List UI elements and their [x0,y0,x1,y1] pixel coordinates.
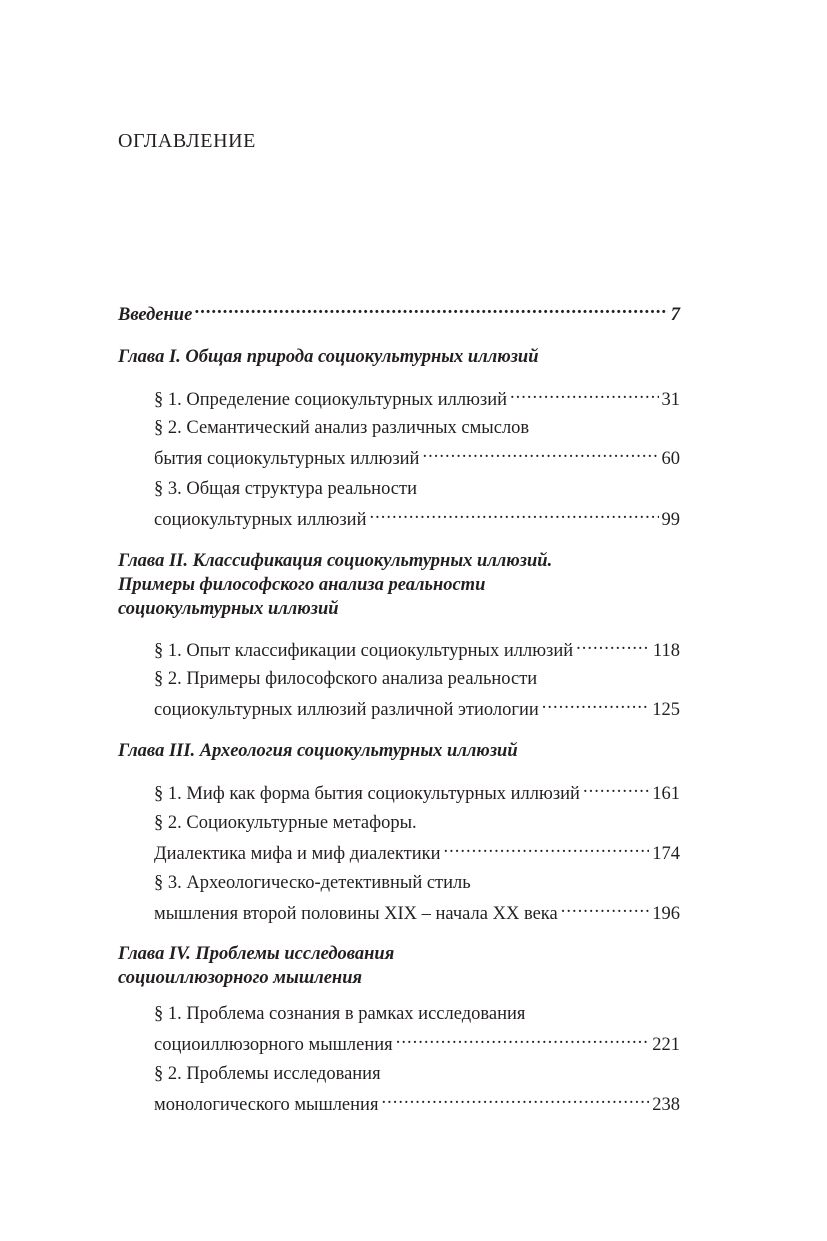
toc-section[interactable] [154,1026,680,1055]
dot-leader [542,691,649,715]
section-title: социоиллюзорного мышления [154,1035,393,1055]
section-title: социокультурных иллюзий [154,510,367,530]
page-number: 60 [661,449,680,469]
chapter-title[interactable]: Глава II. Классификация социокультурных иллюзий. [118,551,553,571]
page-number: 174 [652,844,680,864]
page-number: 118 [652,641,680,661]
page-number: 196 [652,904,680,924]
dot-leader [195,296,667,320]
chapter-title[interactable]: социоиллюзорного мышления [118,968,363,988]
section-title: монологического мышления [154,1095,379,1115]
toc-section[interactable] [154,440,680,469]
section-title-line[interactable]: § 2. Примеры философского анализа реальности [154,669,538,689]
section-title: социокультурных иллюзий различной этиологии [154,700,539,720]
dot-leader [381,1086,649,1110]
page-number: 31 [661,390,680,410]
chapter-title[interactable]: Примеры философского анализа реальности [118,575,486,595]
section-title: § 1. Опыт классификации социокультурных иллюзий [154,641,574,661]
section-title: Диалектика мифа и миф диалектики [154,844,441,864]
page-number: 238 [652,1095,680,1115]
toc-section[interactable] [154,501,680,530]
section-title: бытия социокультурных иллюзий [154,449,420,469]
dot-leader [576,632,650,656]
toc-section[interactable] [154,1086,680,1115]
toc-section[interactable] [154,632,680,661]
page-number: 7 [670,305,680,325]
section-title: мышления второй половины XIX – начала XX века [154,904,558,924]
dot-leader [444,835,650,859]
section-title-line[interactable]: § 2. Проблемы исследования [154,1064,381,1084]
page-title: ОГЛАВЛЕНИЕ [118,130,256,152]
entry-title: Введение [118,305,193,325]
section-title: § 1. Определение социокультурных иллюзий [154,390,508,410]
toc-entry-introduction[interactable] [118,296,680,325]
page-number: 125 [652,700,680,720]
dot-leader [561,895,650,919]
page-number: 161 [652,784,680,804]
chapter-title[interactable]: Глава I. Общая природа социокультурных иллюзий [118,347,539,367]
toc-section[interactable] [154,895,680,924]
toc-section[interactable] [154,835,680,864]
toc-section[interactable] [154,775,680,804]
dot-leader [422,440,658,464]
toc-section[interactable] [154,381,680,410]
section-title: § 1. Миф как форма бытия социокультурных иллюзий [154,784,580,804]
dot-leader [369,501,658,525]
section-title-line[interactable]: § 1. Проблема сознания в рамках исследования [154,1004,526,1024]
dot-leader [583,775,649,799]
chapter-title[interactable]: социокультурных иллюзий [118,599,339,619]
section-title-line[interactable]: § 2. Социокультурные метафоры. [154,813,417,833]
chapter-title[interactable]: Глава IV. Проблемы исследования [118,944,395,964]
page-number: 99 [661,510,680,530]
section-title-line[interactable]: § 2. Семантический анализ различных смыслов [154,418,530,438]
dot-leader [510,381,658,405]
section-title-line[interactable]: § 3. Общая структура реальности [154,479,417,499]
page-number: 221 [652,1035,680,1055]
section-title-line[interactable]: § 3. Археологическо-детективный стиль [154,873,471,893]
dot-leader [396,1026,650,1050]
toc-section[interactable] [154,691,680,720]
chapter-title[interactable]: Глава III. Археология социокультурных иллюзий [118,741,518,761]
